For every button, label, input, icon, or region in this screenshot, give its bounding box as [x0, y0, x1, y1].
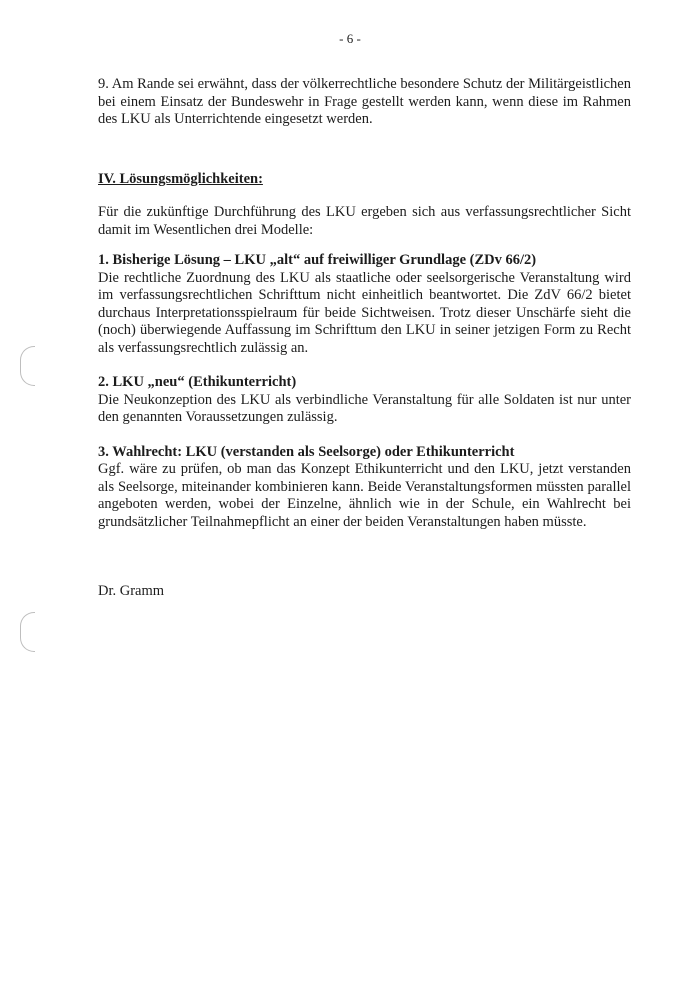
document-body [98, 76, 631, 601]
signature: Dr. Gramm [98, 583, 165, 599]
section-intro: Für die zukünftige Durchführung des LKU ergeben sich aus verfassungsrechtlicher Sicht damit im Wesentlichen drei Modelle: [98, 204, 631, 238]
model-1-text: Die rechtliche Zuordnung des LKU als staatliche oder seelsorgerische Veranstaltung wird im verfassungsrechtlichen Schrifttum nicht einheitlich beantwortet. Die ZdV 66/2 bietet durchaus Interpretationsspielraum für beide Sichtweisen. Trotz dieser Unschärfe sieht die (noch) überwiegende Auffassung im Schrifttum den LKU in seiner jetzigen Form zu Recht als verfassungsrechtlich zulässig an. [98, 269, 631, 356]
model-2-text: Die Neukonzeption des LKU als verbindliche Veranstaltung für alle Soldaten ist nur unter den genannten Voraussetzungen zulässig. [98, 391, 631, 425]
page-number: - 6 - [339, 31, 361, 46]
model-3-heading: 3. Wahlrecht: LKU (verstanden als Seelsorge) oder Ethikunterricht [98, 443, 515, 460]
punch-hole-mark [20, 346, 35, 386]
punch-hole-mark [20, 612, 35, 652]
model-3-text: Ggf. wäre zu prüfen, ob man das Konzept Ethikunterricht und den LKU, jetzt verstanden als Seelsorge, miteinander kombinieren kann. Beide Veranstaltungsformen müssten parallel angeboten werden, wobei der Einzelne, ähnlich wie in der Schule, ein Wahlrecht bei grundsätzlicher Teilnahmepflicht an einer der beiden Veranstaltungen haben müsste. [98, 461, 631, 530]
model-1 [98, 252, 631, 357]
model-3 [98, 444, 631, 532]
model-1-heading: 1. Bisherige Lösung – LKU „alt“ auf freiwilliger Grundlage (ZDv 66/2) [98, 252, 537, 268]
model-2 [98, 374, 631, 427]
model-2-heading: 2. LKU „neu“ (Ethikunterricht) [98, 374, 297, 390]
section-heading: IV. Lösungsmöglichkeiten: [98, 170, 263, 187]
paragraph-9: 9. Am Rande sei erwähnt, dass der völkerrechtliche besondere Schutz der Militärgeistlichen bei einem Einsatz der Bundeswehr in Frage gestellt werden kann, wenn diese im Rahmen des LKU als Unterrichtende eingesetzt werden. [98, 76, 631, 127]
